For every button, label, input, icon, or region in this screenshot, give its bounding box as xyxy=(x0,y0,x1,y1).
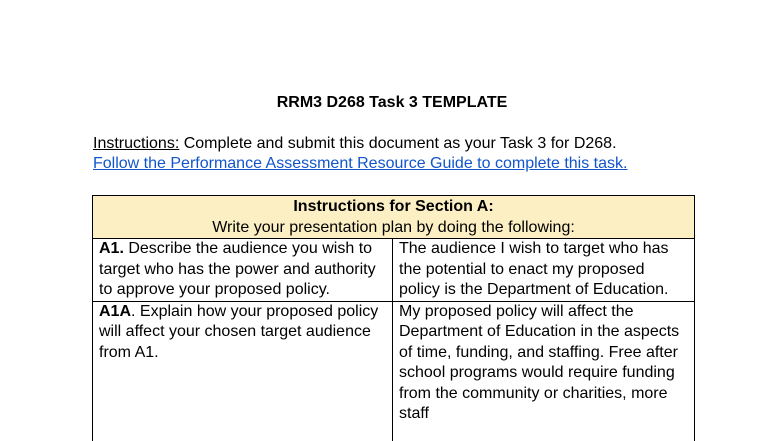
table-row-a1 xyxy=(93,239,695,302)
prompt-cell-a1a xyxy=(93,301,393,441)
document-title: RRM3 D268 Task 3 TEMPLATE xyxy=(276,94,508,111)
prompt-text-a1a: . Explain how your proposed policy will affect your chosen target audience from A1. xyxy=(99,302,379,361)
section-a-header-cell xyxy=(93,196,695,239)
prompt-code-a1: A1. xyxy=(99,240,124,257)
resource-guide-link[interactable]: Follow the Performance Assessment Resource Guide to complete this task. xyxy=(93,155,628,172)
section-a-title: Instructions for Section A: xyxy=(293,198,494,215)
section-a-subtitle: Write your presentation plan by doing the following: xyxy=(212,218,575,236)
response-cell-a1[interactable]: The audience I wish to target who has the potential to enact my proposed policy is the Department of Education. xyxy=(393,239,695,302)
instructions-text: Complete and submit this document as your Task 3 for D268. xyxy=(179,135,617,152)
response-cell-a1a[interactable]: My proposed policy will affect the Department of Education in the aspects of time, funding, and staffing. Free after school programs would require funding from the community or charities, more staff xyxy=(393,301,695,441)
section-a-header-row xyxy=(93,196,695,239)
prompt-text-a1: Describe the audience you wish to target who has the power and authority to approve your proposed policy. xyxy=(99,240,376,298)
instructions-paragraph xyxy=(93,134,698,174)
prompt-code-a1a: A1A xyxy=(99,302,132,320)
prompt-cell-a1 xyxy=(93,239,393,302)
table-row-a1a xyxy=(93,301,695,441)
task-table xyxy=(92,195,695,441)
instructions-label: Instructions: xyxy=(93,135,180,152)
